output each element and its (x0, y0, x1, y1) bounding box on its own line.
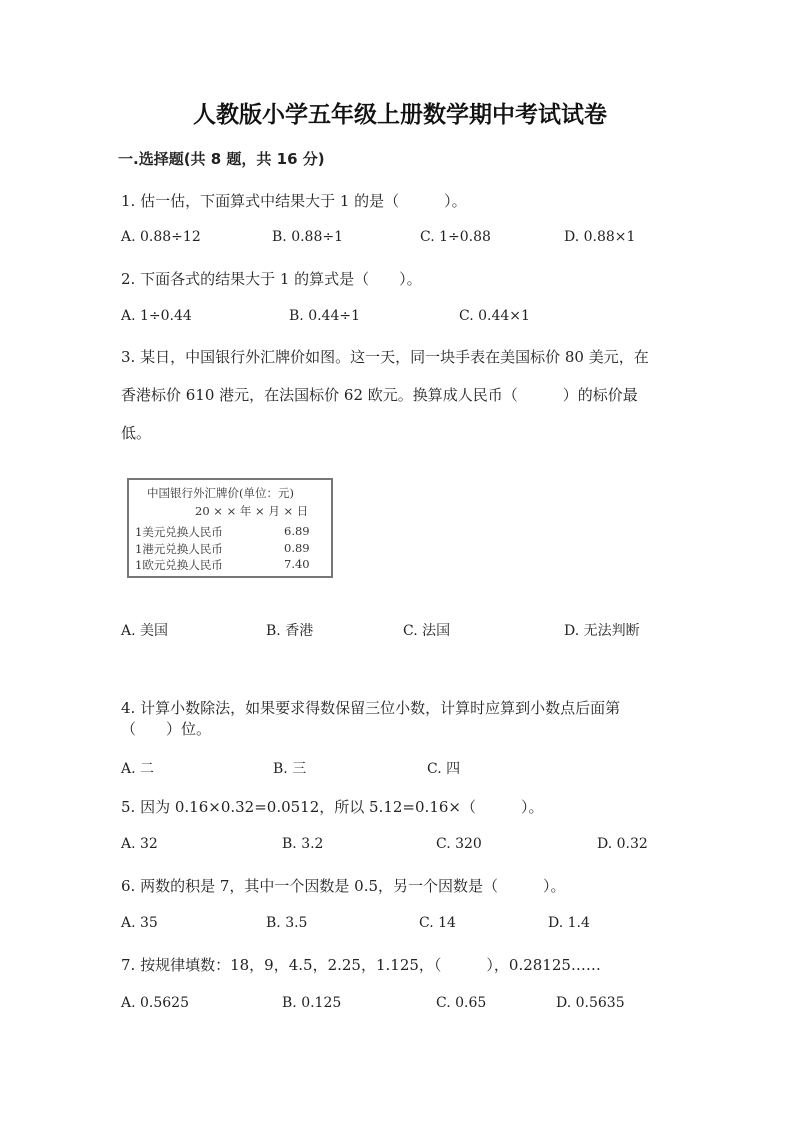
rate-row-label: 1港元兑换人民币 (135, 542, 223, 556)
question-5-option-c[interactable]: C. 320 (436, 836, 482, 852)
question-1-option-a[interactable]: A. 0.88÷12 (121, 229, 201, 245)
question-1-stem: 1. 估一估，下面算式中结果大于 1 的是（ ）。 (121, 192, 467, 210)
question-2-option-a[interactable]: A. 1÷0.44 (121, 308, 192, 324)
question-7-option-c[interactable]: C. 0.65 (436, 995, 487, 1011)
question-6-option-b[interactable]: B. 3.5 (266, 915, 308, 931)
question-3-stem-line-3: 低。 (121, 424, 152, 442)
question-3-option-a[interactable]: A. 美国 (121, 623, 169, 639)
question-5-option-a[interactable]: A. 32 (121, 836, 158, 852)
exam-title: 人教版小学五年级上册数学期中考试试卷 (193, 102, 607, 128)
question-5-stem: 5. 因为 0.16×0.32=0.0512，所以 5.12=0.16×（ ）。 (121, 798, 544, 816)
question-4-stem-line-1: 4. 计算小数除法，如果要求得数保留三位小数，计算时应算到小数点后面第 (121, 699, 621, 717)
question-2-option-c[interactable]: C. 0.44×1 (459, 308, 530, 324)
question-4-option-c[interactable]: C. 四 (427, 761, 461, 777)
question-3-stem-line-2: 香港标价 610 港元，在法国标价 62 欧元。换算成人民币（ ）的标价最 (121, 386, 638, 404)
section-heading: 一.选择题(共 8 题，共 16 分) (118, 150, 325, 168)
rate-table-heading: 中国银行外汇牌价(单位：元) (147, 486, 294, 500)
question-4-option-b[interactable]: B. 三 (273, 761, 307, 777)
question-3-option-b[interactable]: B. 香港 (266, 623, 314, 639)
question-6-option-a[interactable]: A. 35 (121, 915, 158, 931)
question-3-stem-line-1: 3. 某日，中国银行外汇牌价如图。这一天，同一块手表在美国标价 80 美元，在 (121, 348, 649, 366)
rate-row-value: 7.40 (284, 557, 310, 571)
question-1-option-c[interactable]: C. 1÷0.88 (420, 229, 491, 245)
question-6-option-d[interactable]: D. 1.4 (548, 915, 590, 931)
rate-row-value: 6.89 (284, 524, 310, 538)
rate-row-value: 0.89 (284, 541, 310, 555)
question-7-option-a[interactable]: A. 0.5625 (121, 995, 189, 1011)
question-1-option-b[interactable]: B. 0.88÷1 (272, 229, 343, 245)
question-3-option-d[interactable]: D. 无法判断 (564, 623, 640, 639)
question-7-option-b[interactable]: B. 0.125 (282, 995, 342, 1011)
question-4-option-a[interactable]: A. 二 (121, 761, 155, 777)
rate-row-label: 1美元兑换人民币 (135, 525, 223, 539)
question-6-option-c[interactable]: C. 14 (419, 915, 456, 931)
exchange-rate-table (127, 478, 333, 578)
question-5-option-d[interactable]: D. 0.32 (597, 836, 648, 852)
question-1-option-d[interactable]: D. 0.88×1 (564, 229, 636, 245)
question-2-stem: 2. 下面各式的结果大于 1 的算式是（ ）。 (121, 270, 422, 288)
question-3-option-c[interactable]: C. 法国 (403, 623, 451, 639)
question-7-stem: 7. 按规律填数：18，9，4.5，2.25，1.125，（ ），0.28125…… (121, 956, 601, 974)
rate-row-label: 1欧元兑换人民币 (135, 558, 223, 572)
question-2-option-b[interactable]: B. 0.44÷1 (289, 308, 360, 324)
rate-table-date: 20 × × 年 × 月 × 日 (195, 504, 309, 518)
question-5-option-b[interactable]: B. 3.2 (282, 836, 324, 852)
question-4-stem-line-2: （ ）位。 (121, 720, 212, 738)
question-7-option-d[interactable]: D. 0.5635 (556, 995, 625, 1011)
question-6-stem: 6. 两数的积是 7，其中一个因数是 0.5，另一个因数是（ ）。 (121, 877, 566, 895)
